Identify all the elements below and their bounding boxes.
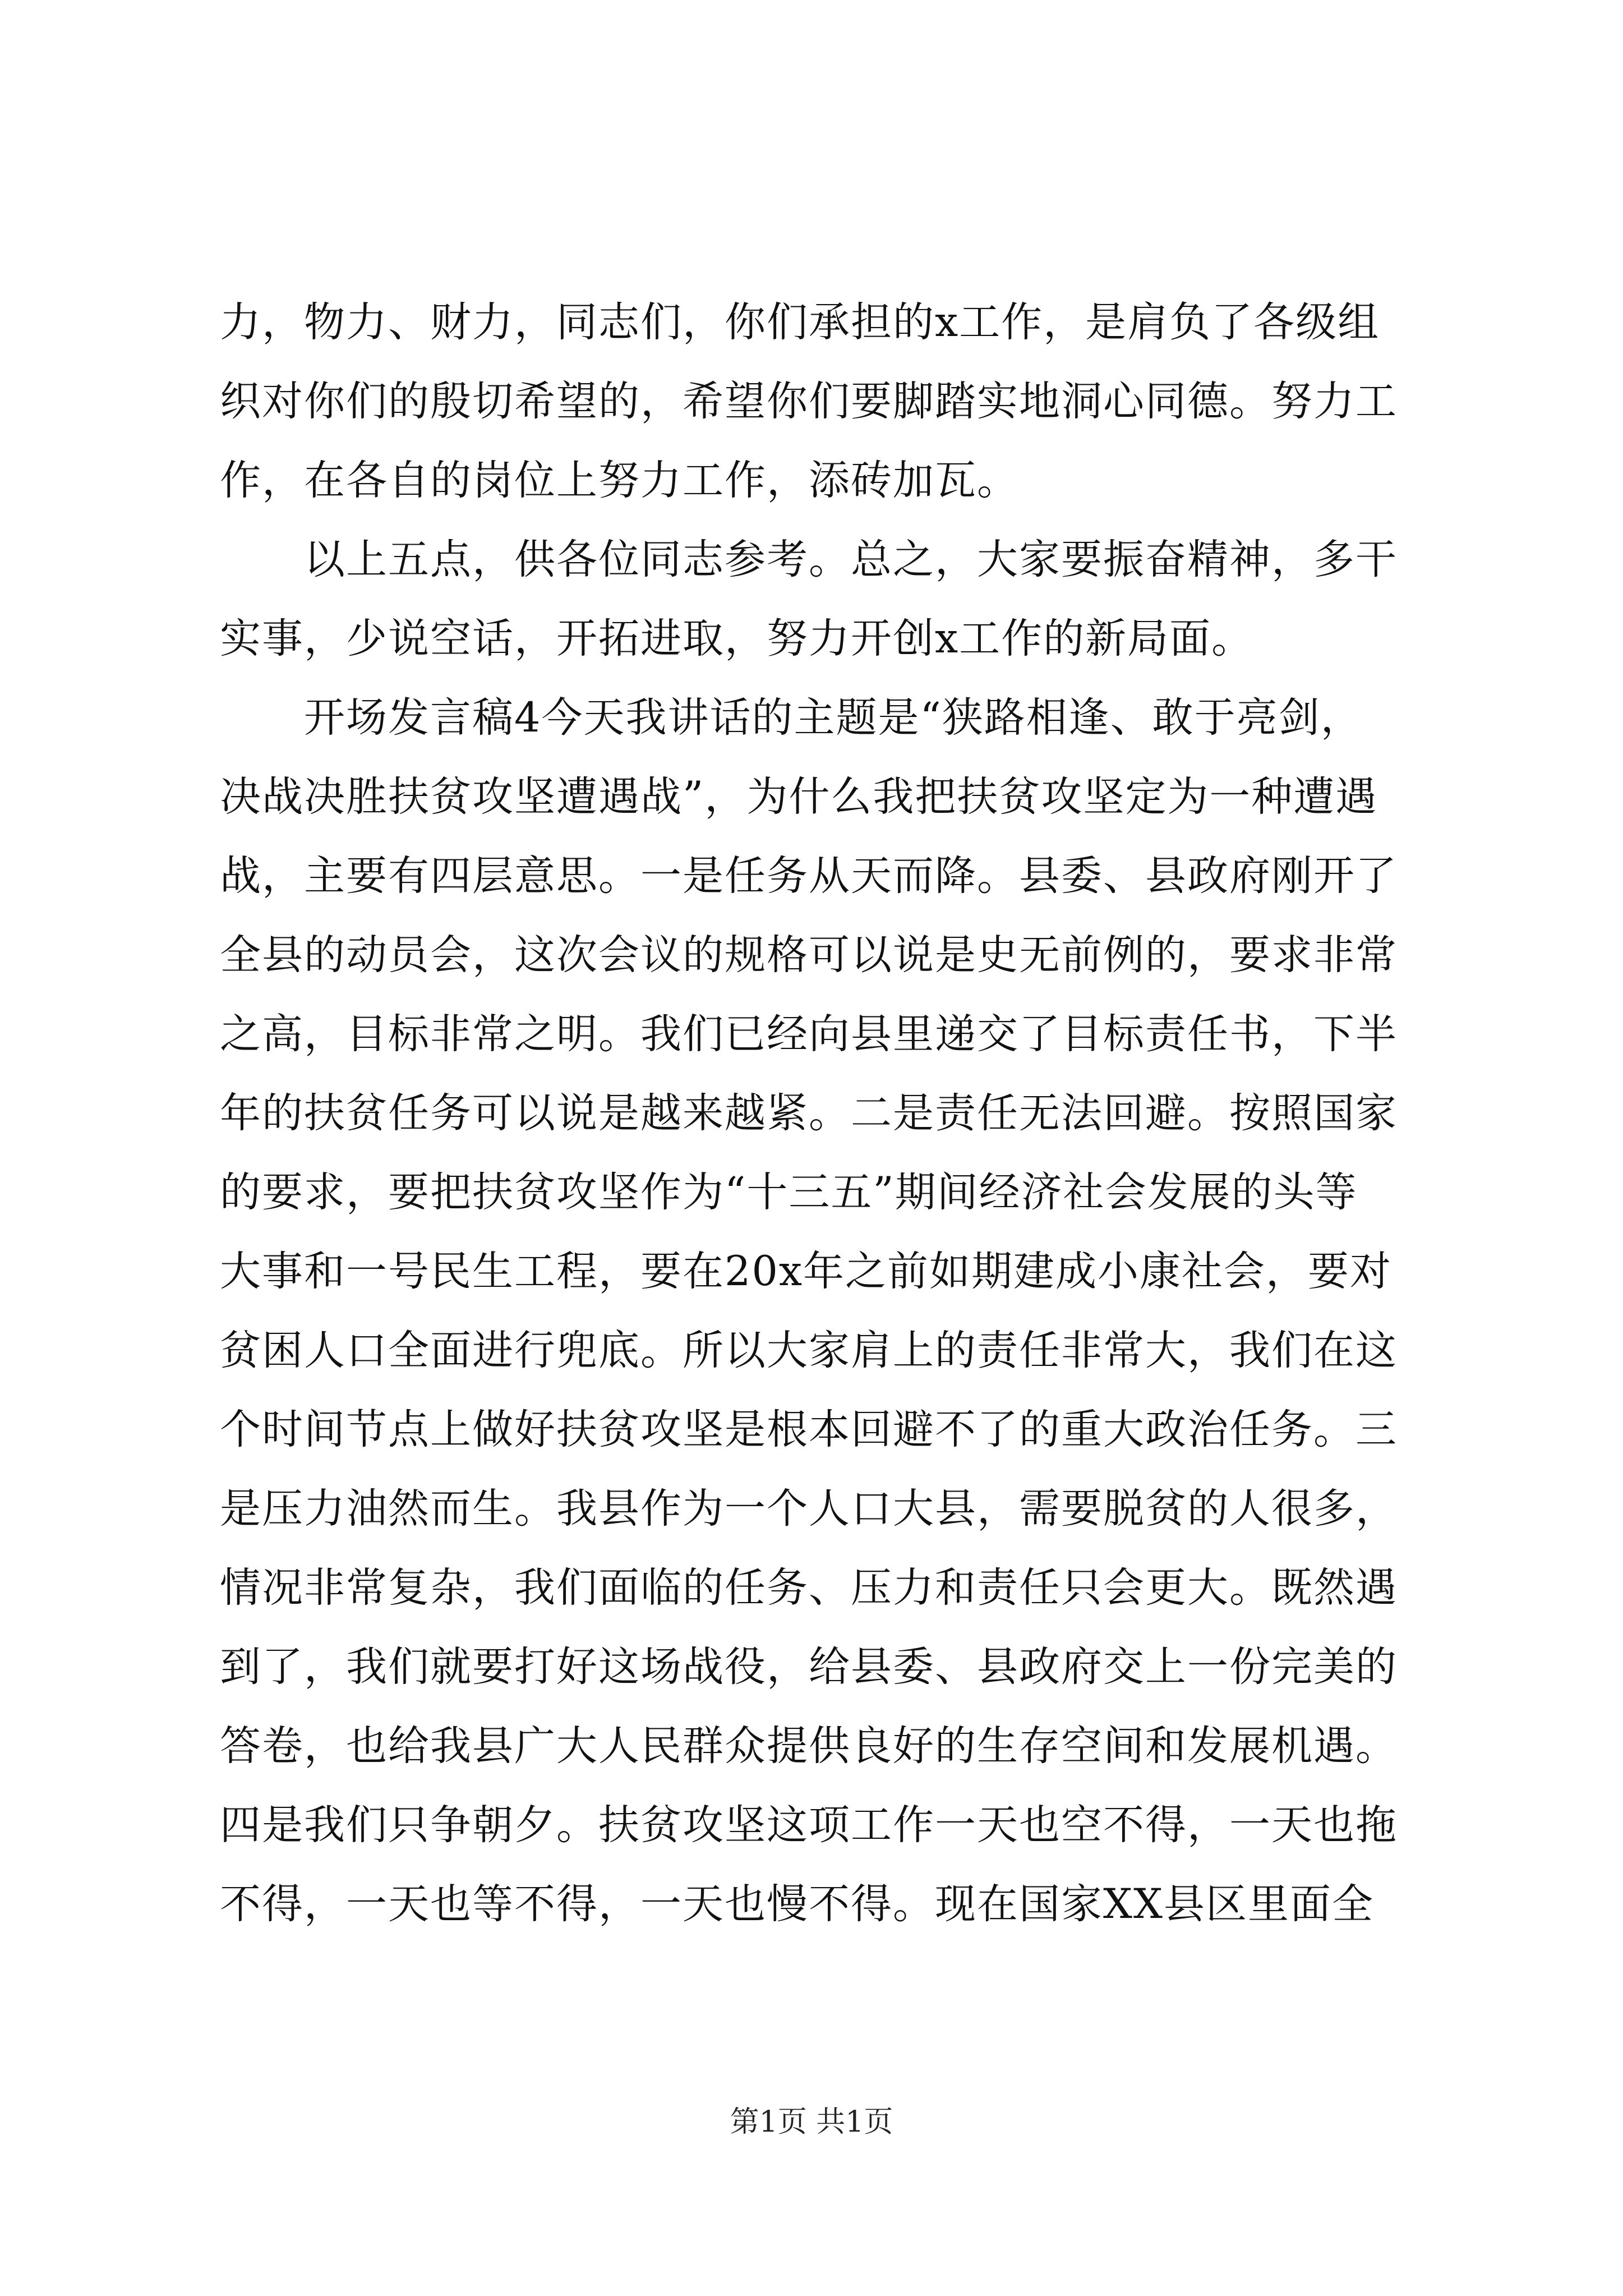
paragraph-line: 年的扶贫任务可以说是越来越紧。二是责任无法回避。按照国家 [220, 1089, 1398, 1137]
page-footer: 第1页 共1页 [730, 2105, 893, 2139]
paragraph-line: 开场发言稿4今天我讲话的主题是“狭路相逢、敢于亮剑， [304, 694, 1363, 742]
paragraph-line: 情况非常复杂，我们面临的任务、压力和责任只会更大。既然遇 [220, 1564, 1398, 1612]
paragraph-line: 答卷，也给我县广大人民群众提供良好的生存空间和发展机遇。 [220, 1722, 1398, 1770]
paragraph-line: 的要求，要把扶贫攻坚作为“十三五”期间经济社会发展的头等 [220, 1168, 1358, 1216]
paragraph-line: 是压力油然而生。我县作为一个人口大县，需要脱贫的人很多， [220, 1485, 1398, 1533]
paragraph-line: 到了，我们就要打好这场战役，给县委、县政府交上一份完美的 [220, 1643, 1398, 1691]
paragraph-line: 不得，一天也等不得，一天也慢不得。现在国家XX县区里面全 [220, 1880, 1374, 1928]
paragraph-line: 个时间节点上做好扶贫攻坚是根本回避不了的重大政治任务。三 [220, 1406, 1398, 1453]
paragraph-line: 实事，少说空话，开拓进取，努力开创x工作的新局面。 [220, 615, 1254, 662]
paragraph-line: 作，在各自的岗位上努力工作，添砖加瓦。 [220, 457, 1019, 504]
paragraph-line: 力，物力、财力，同志们，你们承担的x工作，是肩负了各级组 [220, 298, 1380, 346]
paragraph-line: 战，主要有四层意思。一是任务从天而降。县委、县政府刚开了 [220, 852, 1398, 900]
paragraph-line: 之高，目标非常之明。我们已经向县里递交了目标责任书，下半 [220, 1010, 1398, 1058]
paragraph-line: 贫困人口全面进行兜底。所以大家肩上的责任非常大，我们在这 [220, 1327, 1398, 1374]
paragraph-line: 四是我们只争朝夕。扶贫攻坚这项工作一天也空不得，一天也拖 [220, 1801, 1398, 1849]
paragraph-line: 大事和一号民生工程，要在20x年之前如期建成小康社会，要对 [220, 1248, 1393, 1295]
paragraph-line: 以上五点，供各位同志参考。总之，大家要振奋精神，多干 [304, 536, 1398, 583]
paragraph-line: 决战决胜扶贫攻坚遭遇战”，为什么我把扶贫攻坚定为一种遭遇 [220, 773, 1378, 821]
paragraph-line: 织对你们的殷切希望的，希望你们要脚踏实地洞心同德。努力工 [220, 378, 1398, 425]
paragraph-line: 全县的动员会，这次会议的规格可以说是史无前例的，要求非常 [220, 931, 1398, 979]
